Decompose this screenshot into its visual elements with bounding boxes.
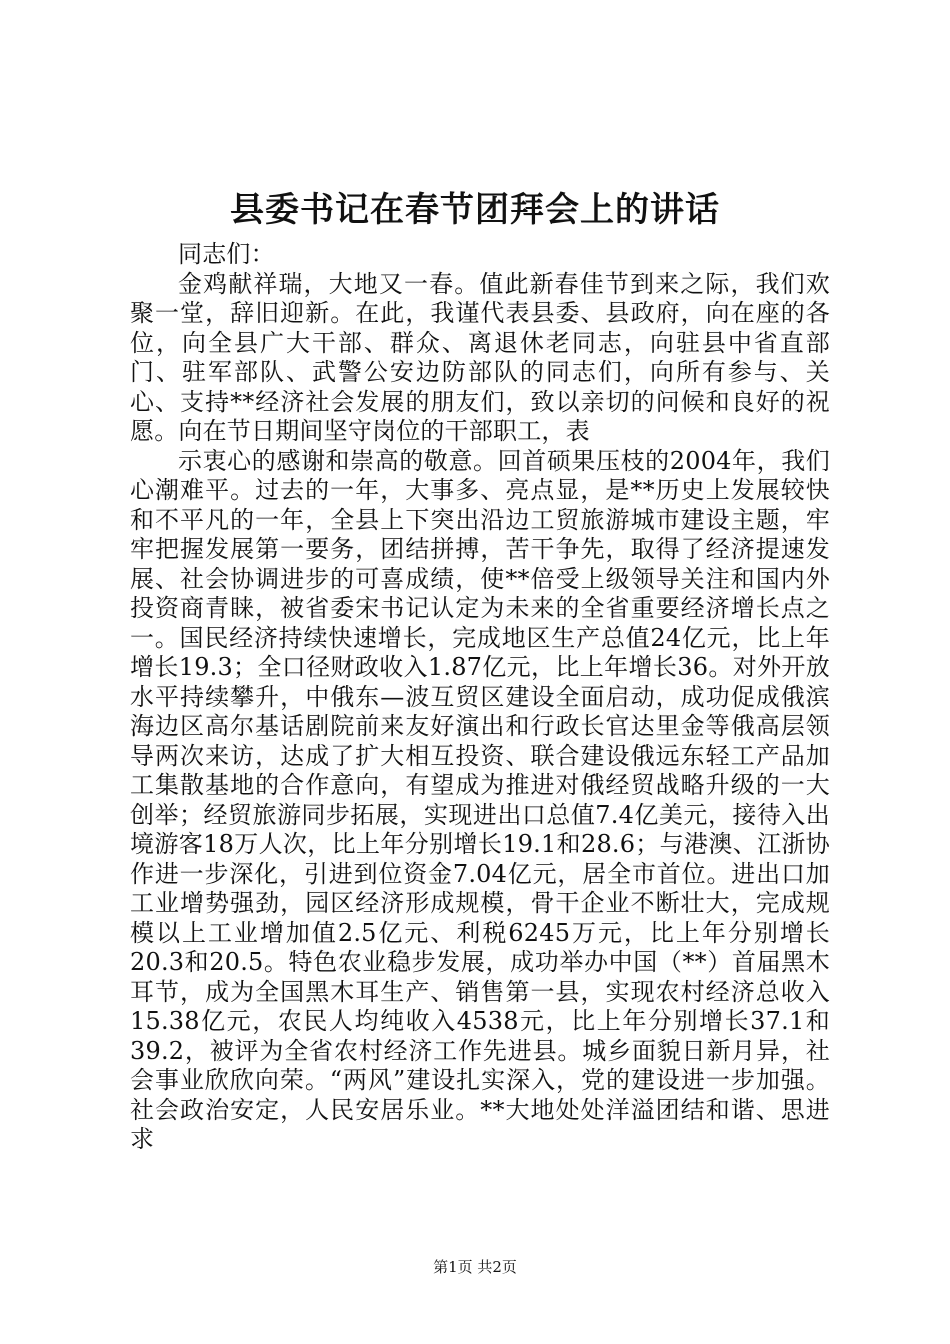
paragraph: 金鸡献祥瑞，大地又一春。值此新春佳节到来之际，我们欢聚一堂，辞旧迎新。在此，我谨代表县委、县政府，向在座的各位，向全县广大干部、群众、离退休老同志，向驻县中省直部门、驻军部队、武警公安边防部队的同志们，向所有参与、关心、支持**经济社会发展的朋友们，致以亲切的问候和良好的祝愿。向在节日期间坚守岗位的干部职工，表 [130,269,830,445]
paragraph: 示衷心的感谢和崇高的敬意。回首硕果压枝的2004年，我们心潮难平。过去的一年，大事多、亮点显，是**历史上发展较快和不平凡的一年，全县上下突出沿边工贸旅游城市建设主题，牢牢把握发展第一要务，团结拼搏，苦干争先，取得了经济提速发展、社会协调进步的可喜成绩，使**倍受上级领导关注和国内外投资商青睐，被省委宋书记认定为未来的全省重要经济增长点之一。国民经济持续快速增长，完成地区生产总值24亿元，比上年增长19.3；全口径财政收入1.87亿元，比上年增长36。对外开放水平持续攀升，中俄东—波互贸区建设全面启动，成功促成俄滨海边区高尔基话剧院前来友好演出和行政长官达里金等俄高层领导两次来访，达成了扩大相互投资、联合建设俄远东轻工产品加工集散基地的合作意向，有望成为推进对俄经贸战略升级的一大创举；经贸旅游同步拓展，实现进出口总值7.4亿美元，接待入出境游客18万人次，比上年分别增长19.1和28.6；与港澳、江浙协作进一步深化，引进到位资金7.04亿元，居全市首位。进出口加工业增势强劲，园区经济形成规模，骨干企业不断壮大，完成规模以上工业增加值2.5亿元、利税6245万元，比上年分别增长20.3和20.5。特色农业稳步发展，成功举办中国（**）首届黑木耳节，成为全国黑木耳生产、销售第一县，实现农村经济总收入15.38亿元，农民人均纯收入4538元，比上年分别增长37.1和39.2，被评为全省农村经济工作先进县。城乡面貌日新月异，社会事业欣欣向荣。“两风”建设扎实深入，党的建设进一步加强。社会政治安定，人民安居乐业。**大地处处洋溢团结和谐、思进求 [130,446,830,1153]
document-title: 县委书记在春节团拜会上的讲话 [230,190,720,230]
page-footer: 第1页 共2页 [433,1258,517,1276]
document-body [130,240,830,1155]
salutation: 同志们： [178,240,275,268]
